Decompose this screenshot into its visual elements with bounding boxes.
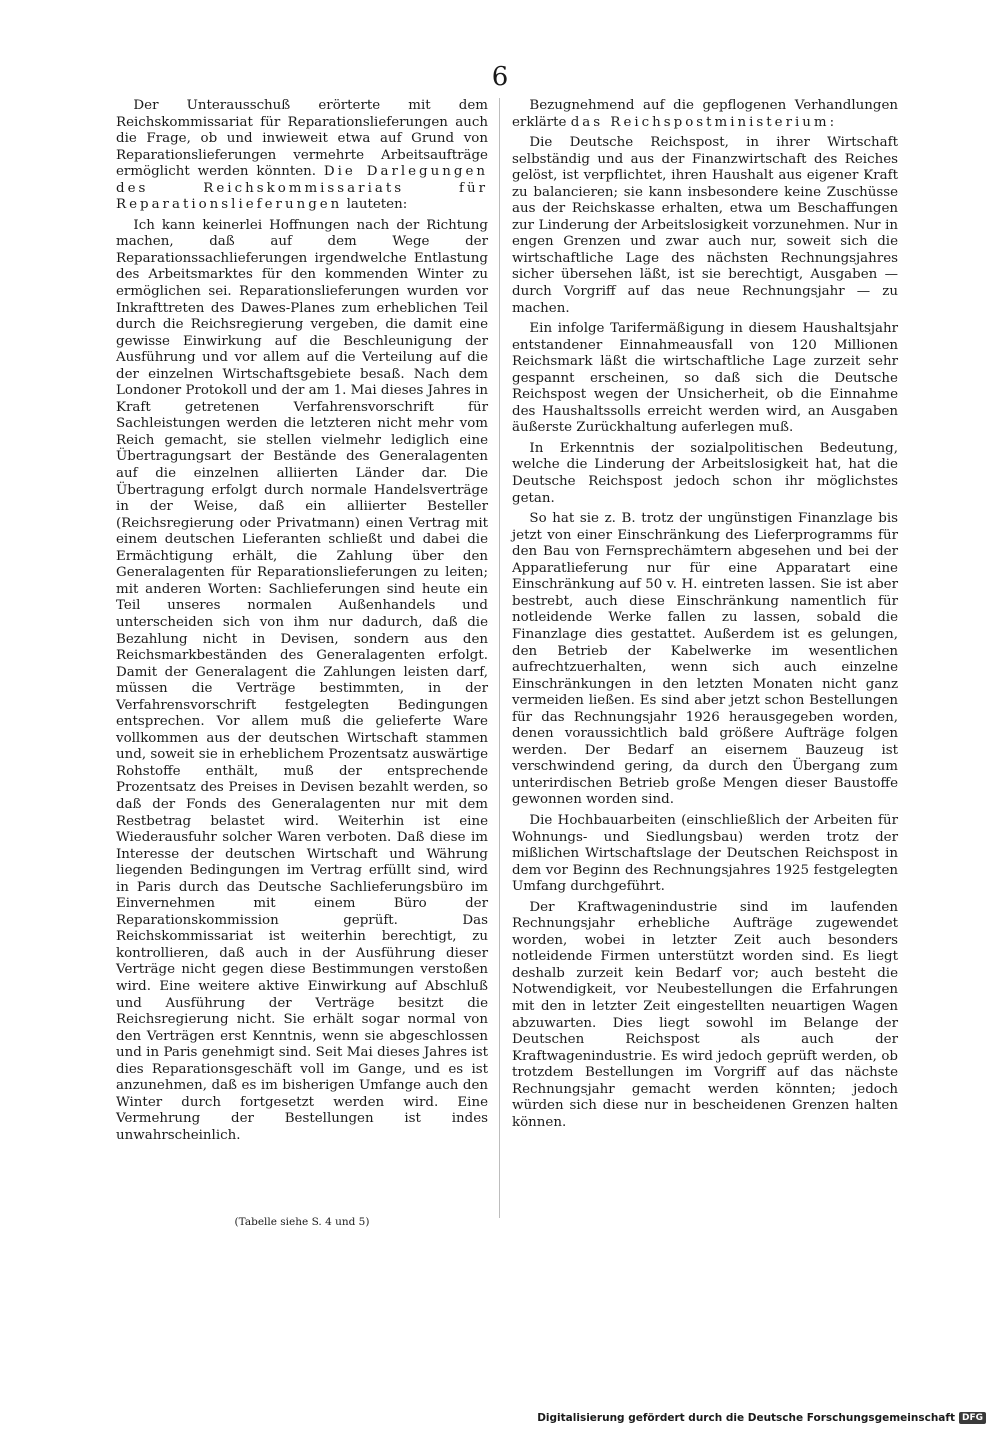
right-column <box>512 98 898 1135</box>
left-paragraph-2: Ich kann keinerlei Hoffnungen nach der Richtung machen, daß auf dem Wege der Reparationssachlieferungen irgendwelche Entlastung des Arbeitsmarktes für den kommenden Winter zu ermöglichen sei. Reparationslieferungen wurden vor Inkrafttreten des Dawes-Planes zum erheblichen Teil durch die Reichsregierung vergeben, die damit eine gewisse Einwirkung auf die Beschleunigung der Ausführung und vor allem auf die Verteilung auf die der einzelnen Wirtschaftsgebiete besaß. Nach dem Londoner Protokoll und der am 1. Mai dieses Jahres in Kraft getretenen Verfahrensvorschrift für Sachleistungen werden die letzteren nicht mehr vom Reich gemacht, sie stellen vielmehr lediglich eine Übertragungsart der Bestände des Generalagenten auf die einzelnen alliierten Länder dar. Die Übertragung erfolgt durch normale Handelsverträge in der Weise, daß ein alliierter Besteller (Reichsregierung oder Privatmann) einen Vertrag mit einem deutschen Lieferanten schließt und dabei die Ermächtigung erhält, die Zahlung über den Generalagenten für Reparationslieferungen zu leiten; mit anderen Worten: Sachlieferungen sind heute ein Teil unseres normalen Außenhandels und unterscheiden sich von ihm nur dadurch, daß die Bezahlung nicht in Devisen, sondern aus den Reichsmarkbeständen des Generalagenten erfolgt. Damit der Generalagent die Zahlungen leisten darf, müssen die Verträge bestimmten, in der Verfahrensvorschrift festgelegten Bedingungen entsprechen. Vor allem muß die gelieferte Ware vollkommen aus der deutschen Wirtschaft stammen und, soweit sie in erheblichem Prozentsatz auswärtige Rohstoffe enthält, muß der entsprechende Prozentsatz des Preises in Devisen bezahlt werden, so daß der Fonds des Generalagenten nur mit dem Restbetrag belastet wird. Weiterhin ist eine Wiederausfuhr solcher Waren verboten. Daß diese im Interesse der deutschen Wirtschaft und Währung liegenden Bedingungen im Vertrag erfüllt sind, wird in Paris durch das Deutsche Sachlieferungsbüro im Einvernehmen mit einem Büro der Reparationskommission geprüft. Das Reichskommissariat ist weiterhin berechtigt, zu kontrollieren, daß auch in der Ausführung dieser Verträge nicht gegen diese Bestimmungen verstoßen wird. Eine weitere aktive Einwirkung auf Abschluß und Ausführung der Verträge besitzt die Reichsregierung nicht. Sie erhält sogar normal von den Verträgen erst Kenntnis, wenn sie abgeschlossen und in Paris genehmigt sind. Seit Mai dieses Jahres ist dies Reparationsgeschäft voll im Gange, und es ist anzunehmen, daß es im bisherigen Umfange auch den Winter durch fortgesetzt werden wird. Eine Vermehrung der Bestellungen ist indes unwahrscheinlich. <box>116 217 488 1143</box>
right-paragraph-2: Die Deutsche Reichspost, in ihrer Wirtschaft selbständig und aus der Finanzwirtschaft des Reiches gelöst, ist verpflichtet, ihren Haushalt aus eigener Kraft zu balancieren; sie kann insbesondere keine Zuschüsse aus der Reichskasse erhalten, etwa um Beschaffungen zur Linderung der Arbeitslosigkeit vorzunehmen. Nur in engen Grenzen und zwar auch nur, soweit sich die wirtschaftliche Lage des nächsten Rechnungsjahres sicher übersehen läßt, ist sie berechtigt, Ausgaben — durch Vorgriff auf das neue Rechnungsjahr — zu machen. <box>512 135 898 316</box>
left-paragraph-1-end: lauteten: <box>346 197 408 213</box>
right-paragraph-1-text: Bezugnehmend auf die gepflogenen Verhandlungen erklärte <box>512 98 898 130</box>
left-paragraph-1 <box>116 98 488 214</box>
left-column <box>116 98 488 1148</box>
right-paragraph-6: Die Hochbauarbeiten (einschließlich der Arbeiten für Wohnungs- und Siedlungsbau) werden trotz der mißlichen Wirtschaftslage der Deutschen Reichspost in dem vor Beginn des Rechnungsjahres 1925 festgelegten Umfang durchgeführt. <box>512 812 898 895</box>
table-reference-caption: (Tabelle siehe S. 4 und 5) <box>234 1216 370 1228</box>
right-paragraph-5: So hat sie z. B. trotz der ungünstigen Finanzlage bis jetzt von einer Einschränkung des Lieferprogramms für den Bau von Fernsprechämtern abgesehen und bei der Apparatlieferung nur für eine Apparatart eine Einschränkung auf 50 v. H. eintreten lassen. Sie ist aber bestrebt, auch diese Einschränkung namentlich für notleidende Werke fallen zu lassen, sobald die Finanzlage dies gestattet. Außerdem ist es gelungen, den Betrieb der Kabelwerke im wesentlichen aufrechtzuerhalten, wenn sich auch einzelne Einschränkungen in den letzten Monaten nicht ganz vermeiden ließen. Es sind aber jetzt schon Bestellungen für das Rechnungsjahr 1926 herausgegeben worden, denen voraussichtlich bald größere Aufträge folgen werden. Der Bedarf an eisernem Bauzeug ist verschwindend gering, da durch den Übergang zum unterirdischen Betrieb große Mengen dieser Baustoffe gewonnen worden sind. <box>512 511 898 808</box>
right-paragraph-4: In Erkenntnis der sozialpolitischen Bedeutung, welche die Linderung der Arbeitslosigkeit hat, hat die Deutsche Reichspost jedoch schon ihr möglichstes getan. <box>512 440 898 506</box>
left-paragraph-1-spaced: Die Darlegungen des Reichskommissariats für Reparationslieferungen <box>116 164 488 213</box>
left-paragraph-1-text: Der Unterausschuß erörterte mit dem Reichskommissariat für Reparationslieferungen auch die Frage, ob und inwieweit etwa auf Grund von Reparationslieferungen vermehrte Arbeitsaufträge ermöglicht werden könnten. <box>116 98 488 180</box>
dfg-logo: DFG <box>959 1412 986 1424</box>
footer-credit-text: Digitalisierung gefördert durch die Deutsche Forschungsgemeinschaft <box>537 1412 955 1424</box>
column-divider <box>499 98 500 1218</box>
page-number: 6 <box>491 62 509 92</box>
right-paragraph-1-spaced: das Reichspostministerium: <box>570 114 838 130</box>
right-paragraph-1 <box>512 98 898 131</box>
right-paragraph-3: Ein infolge Tarifermäßigung in diesem Haushaltsjahr entstandener Einnahmeausfall von 120 Millionen Reichsmark läßt die wirtschaftliche Lage zurzeit sehr gespannt erscheinen, so daß sich die Deutsche Reichspost wegen der Unsicherheit, ob die Einnahme des Haushaltssolls erreicht werden wird, an Ausgaben äußerste Zurückhaltung auferlegen muß. <box>512 321 898 436</box>
right-paragraph-7: Der Kraftwagenindustrie sind im laufenden Rechnungsjahr erhebliche Aufträge zugewendet worden, wobei in letzter Zeit auch besonders notleidende Firmen unterstützt worden sind. Es liegt deshalb zurzeit kein Bedarf vor; auch besteht die Notwendigkeit, vor Neubestellungen die Erfahrungen mit den in letzter Zeit eingestellten neuartigen Wagen abzuwarten. Dies liegt sowohl im Belange der Deutschen Reichspost als auch der Kraftwagenindustrie. Es wird jedoch geprüft werden, ob trotzdem Bestellungen im Vorgriff auf das nächste Rechnungsjahr gemacht werden könnten; jedoch würden sich diese nur in bescheidenen Grenzen halten können. <box>512 899 898 1130</box>
footer <box>537 1412 986 1424</box>
